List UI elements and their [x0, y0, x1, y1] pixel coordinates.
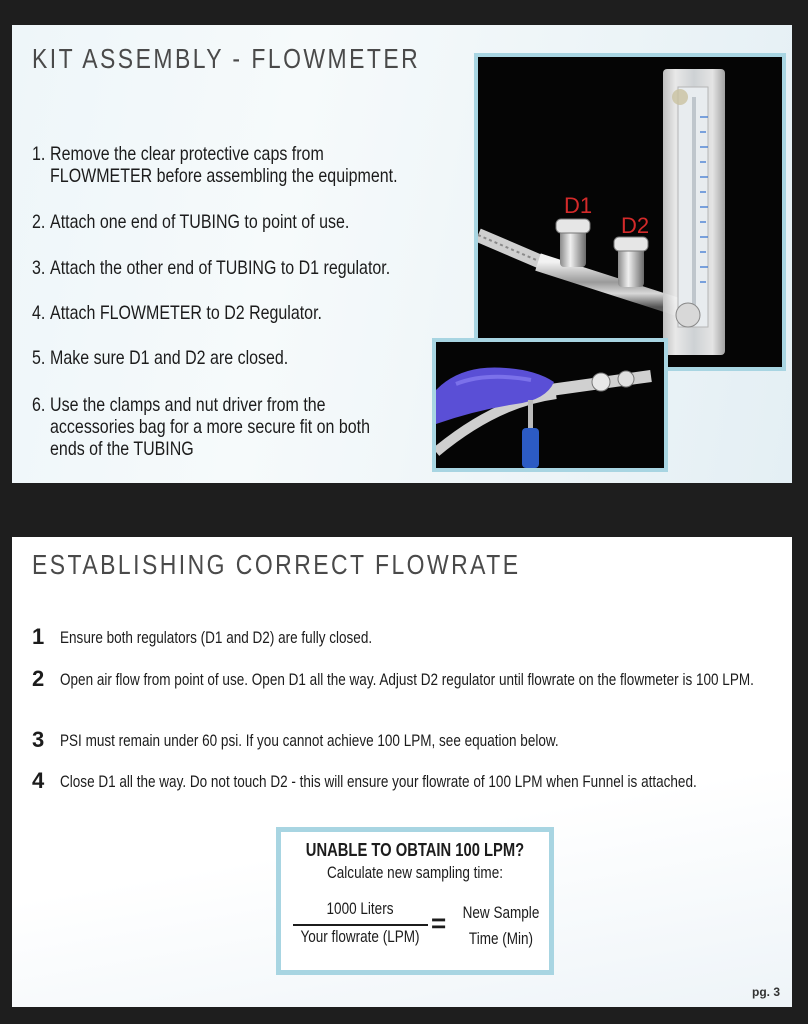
step-number: 6.: [32, 394, 46, 416]
equation-denominator: Your flowrate (LPM): [300, 928, 420, 946]
d1-label: D1: [564, 193, 593, 218]
kit-assembly-panel: [12, 25, 792, 483]
flowrate-title: ESTABLISHING CORRECT FLOWRATE: [32, 549, 521, 580]
step-text-continued-2: ends of the TUBING: [50, 438, 194, 460]
assembly-step-2: [32, 211, 349, 233]
d2-label: D2: [621, 213, 650, 238]
step-text: Make sure D1 and D2 are closed.: [50, 347, 289, 369]
step-number: 4: [32, 768, 45, 793]
step-text: Ensure both regulators (D1 and D2) are fully closed.: [60, 629, 373, 647]
step-number: 1.: [32, 143, 46, 165]
step-text: Use the clamps and nut driver from the: [50, 394, 326, 416]
sampling-time-equation-box: [276, 827, 554, 975]
step-text-continued: FLOWMETER before assembling the equipment.: [50, 165, 398, 187]
step-number: 3: [32, 727, 45, 752]
equation-subtitle: Calculate new sampling time:: [327, 864, 503, 882]
step-number: 4.: [32, 302, 46, 324]
flowmeter-illustration: [478, 57, 782, 367]
assembly-step-6: [32, 394, 370, 460]
step-number: 2: [32, 666, 45, 691]
step-text-continued: accessories bag for a more secure fit on both: [50, 416, 371, 438]
step-text: Close D1 all the way. Do not touch D2 - this will ensure your flowrate of 100 LPM when Funnel is attached.: [60, 773, 697, 791]
step-text: Attach FLOWMETER to D2 Regulator.: [50, 302, 322, 324]
step-text: Attach one end of TUBING to point of use.: [50, 211, 350, 233]
step-text: Attach the other end of TUBING to D1 regulator.: [50, 257, 391, 279]
step-number: 1: [32, 624, 45, 649]
fraction-bar: [293, 924, 428, 926]
glove-nut-driver-illustration: [436, 342, 664, 468]
page-number: pg. 3: [751, 985, 780, 999]
step-number: 5.: [32, 347, 46, 369]
flowrate-panel: [12, 537, 792, 1007]
assembly-step-1: [32, 143, 398, 187]
equation-title: UNABLE TO OBTAIN 100 LPM?: [305, 840, 525, 860]
step-text: Remove the clear protective caps from: [50, 143, 324, 165]
kit-assembly-title: KIT ASSEMBLY - FLOWMETER: [32, 43, 421, 74]
flowmeter-photo: [474, 53, 786, 371]
step-text: Open air flow from point of use. Open D1 all the way. Adjust D2 regulator until flowrate on the flowmeter is 100 LPM.: [60, 671, 754, 689]
equation-numerator: 1000 Liters: [326, 900, 394, 918]
equals-sign: =: [431, 908, 447, 938]
result-line-1: New Sample: [462, 904, 540, 922]
assembly-step-5: [32, 347, 288, 369]
equation-result: [460, 900, 542, 952]
step-number: 3.: [32, 257, 46, 279]
assembly-step-3: [32, 257, 390, 279]
result-line-2: Time (Min): [468, 930, 534, 948]
step-text: PSI must remain under 60 psi. If you cannot achieve 100 LPM, see equation below.: [60, 732, 559, 750]
clamp-nut-driver-photo: [432, 338, 668, 472]
assembly-step-4: [32, 302, 322, 324]
step-number: 2.: [32, 211, 46, 233]
